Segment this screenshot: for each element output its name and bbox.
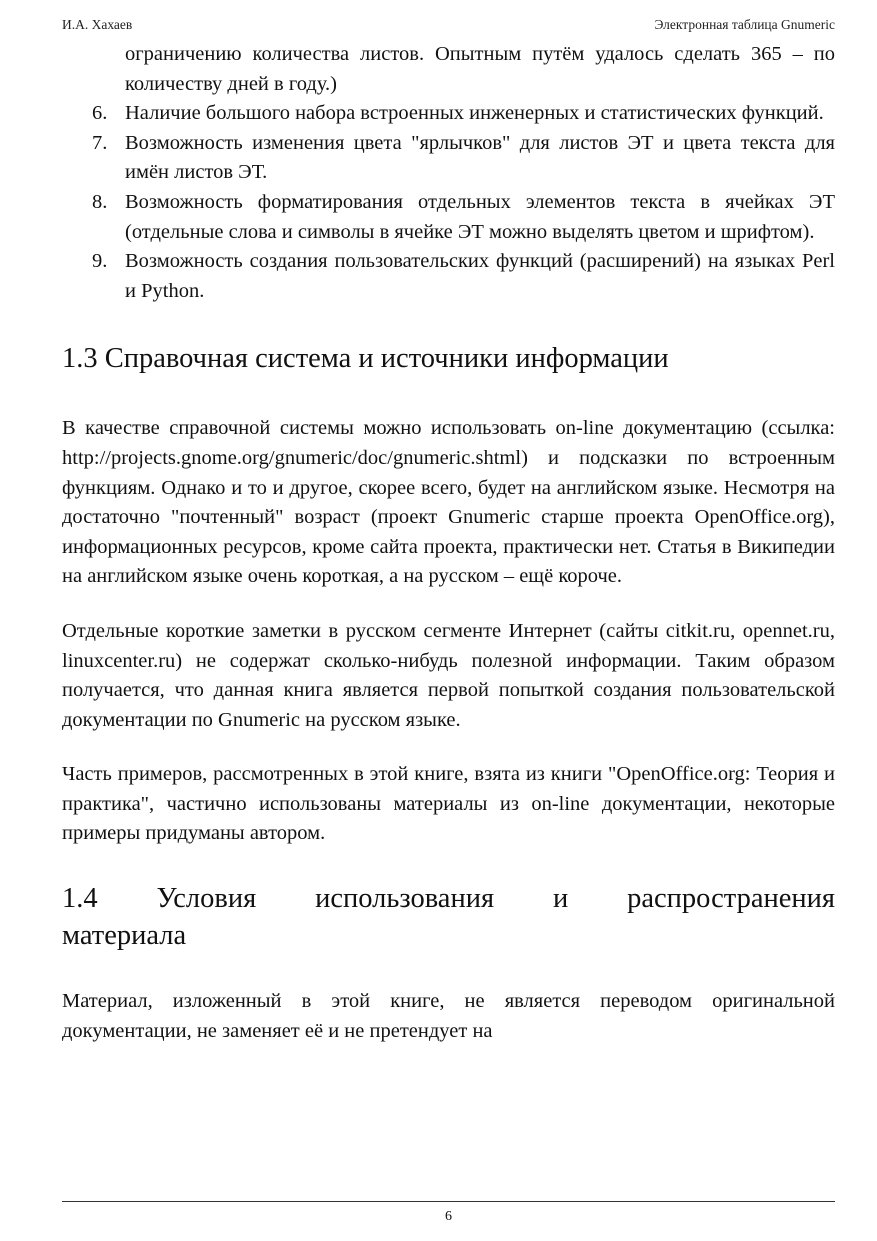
page-content	[62, 40, 835, 1046]
list-item-number: 6.	[92, 102, 108, 125]
header-book-title: Электронная таблица Gnumeric	[654, 17, 835, 32]
list-item	[92, 99, 835, 129]
list-item-text: Возможность изменения цвета "ярлычков" для листов ЭТ и цвета текста для имён листов ЭТ.	[125, 131, 835, 184]
feature-list	[62, 99, 835, 306]
list-item-text: Наличие большого набора встроенных инженерных и статистических функций.	[125, 102, 824, 125]
page-number: 6	[445, 1209, 452, 1224]
list-item-text: Возможность создания пользовательских функций (расширений) на языках Perl и Python.	[125, 250, 835, 302]
section-heading-1-4: 1.4 Условия использования и распространения	[62, 883, 835, 915]
list-continuation: ограничению количества листов. Опытным путём удалось сделать 365 – по количеству дней в году.)	[125, 43, 835, 95]
list-item	[92, 129, 835, 188]
page-footer	[62, 1201, 835, 1229]
list-item	[92, 188, 835, 247]
page-header	[62, 16, 835, 34]
list-item	[92, 247, 835, 306]
paragraph-reference-line1: В качестве справочной системы можно использовать on-line документацию (ссылка:	[62, 417, 835, 440]
header-author: И.А. Хахаев	[62, 17, 133, 32]
list-item-number: 7.	[92, 131, 108, 154]
paragraph-examples: Часть примеров, рассмотренных в этой книге, взята из книги "OpenOffice.org: Теория и практика", частично использованы материалы из on-line документации, некоторые примеры придуманы автором.	[62, 763, 835, 845]
list-item-number: 8.	[92, 190, 108, 213]
section-heading-1-3: 1.3 Справочная система и источники информации	[62, 343, 669, 375]
section-heading-1-4-cont: материала	[62, 920, 187, 952]
list-item-text: Возможность форматирования отдельных элементов текста в ячейках ЭТ (отдельные слова и символы в ячейке ЭТ можно выделять цветом и шрифтом).	[125, 190, 835, 243]
paragraph-notes: Отдельные короткие заметки в русском сегменте Интернет (сайты citkit.ru, opennet.ru, linuxcenter.ru) не содержат сколько-нибудь полезной информации. Таким образом получается, что данная книга является первой попыткой создания пользовательской документации по Gnumeric на русском языке.	[62, 619, 835, 731]
paragraph-terms: Материал, изложенный в этой книге, не является переводом оригинальной документации, не заменяет её и не претендует на	[62, 990, 835, 1042]
list-item-number: 9.	[92, 250, 108, 273]
paragraph-reference: http://projects.gnome.org/gnumeric/doc/gnumeric.shtml) и подсказки по встроенным функциям. Однако и то и другое, скорее всего, будет на английском языке. Несмотря на достаточно "почтенный" возраст (проект Gnumeric старше проекта OpenOffice.org), информационных ресурсов, кроме сайта проекта, практически нет. Статья в Википедии на английском языке очень короткая, а на русском – ещё короче.	[62, 446, 835, 588]
